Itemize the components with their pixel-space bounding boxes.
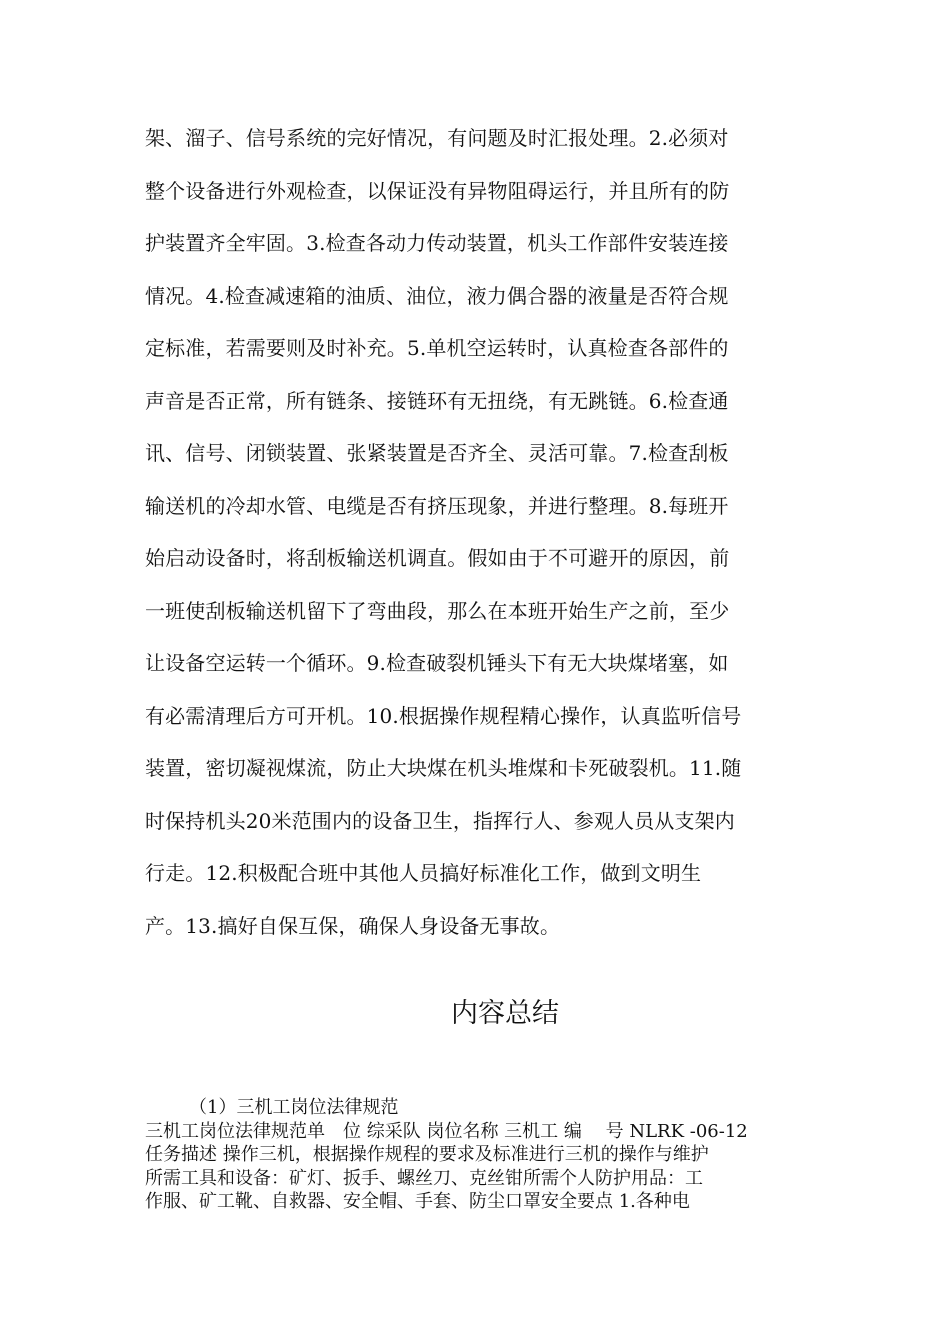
body-line: 时保持机头20米范围内的设备卫生，指挥行人、参观人员从支架内 (145, 808, 735, 833)
body-line: 声音是否正常，所有链条、接链环有无扭绕，有无跳链。6.检查通 (145, 388, 729, 413)
summary-subheading: （1）三机工岗位法律规范 (189, 1097, 399, 1118)
body-line: 始启动设备时，将刮板输送机调直。假如由于不可避开的原因，前 (145, 546, 730, 570)
summary-line: 作服、矿工靴、自救器、安全帽、手套、防尘口罩安全要点 1.各种电 (145, 1191, 690, 1212)
summary-heading: 内容总结 (451, 998, 559, 1029)
body-line: 装置，密切凝视煤流，防止大块煤在机头堆煤和卡死破裂机。11.随 (145, 756, 742, 780)
body-line: 行走。12.积极配合班中其他人员搞好标准化工作，做到文明生 (145, 861, 702, 885)
body-line: 一班使刮板输送机留下了弯曲段，那么在本班开始生产之前，至少 (145, 598, 730, 623)
body-line: 定标准，若需要则及时补充。5.单机空运转时，认真检查各部件的 (145, 336, 729, 360)
body-paragraph (145, 112, 805, 952)
body-line: 产。13.搞好自保互保，确保人身设备无事故。 (145, 913, 561, 938)
summary-line: 所需工具和设备：矿灯、扳手、螺丝刀、克丝钳所需个人防护用品：工 (145, 1167, 703, 1189)
summary-line: 任务描述 操作三机，根据操作规程的要求及标准进行三机的操作与维护 (145, 1144, 709, 1165)
body-line: 让设备空运转一个循环。9.检查破裂机锤头下有无大块煤堵塞，如 (145, 651, 729, 675)
summary-line: 三机工岗位法律规范单 位 综采队 岗位名称 三机工 编 号 NLRK -06-12 (145, 1120, 748, 1142)
body-line: 输送机的冷却水管、电缆是否有挤压现象，并进行整理。8.每班开 (145, 493, 729, 518)
body-line: 情况。4.检查减速箱的油质、油位，液力偶合器的液量是否符合规 (145, 283, 729, 308)
body-line: 护装置齐全牢固。3.检查各动力传动装置，机头工作部件安装连接 (145, 231, 729, 255)
body-line: 讯、信号、闭锁装置、张紧装置是否齐全、灵活可靠。7.检查刮板 (145, 441, 729, 465)
summary-content (145, 1096, 825, 1214)
body-line: 有必需清理后方可开机。10.根据操作规程精心操作，认真监听信号 (145, 703, 742, 728)
body-line: 架、溜子、信号系统的完好情况，有问题及时汇报处理。2.必须对 (145, 126, 729, 150)
body-line: 整个设备进行外观检查，以保证没有异物阻碍运行，并且所有的防 (145, 178, 730, 203)
